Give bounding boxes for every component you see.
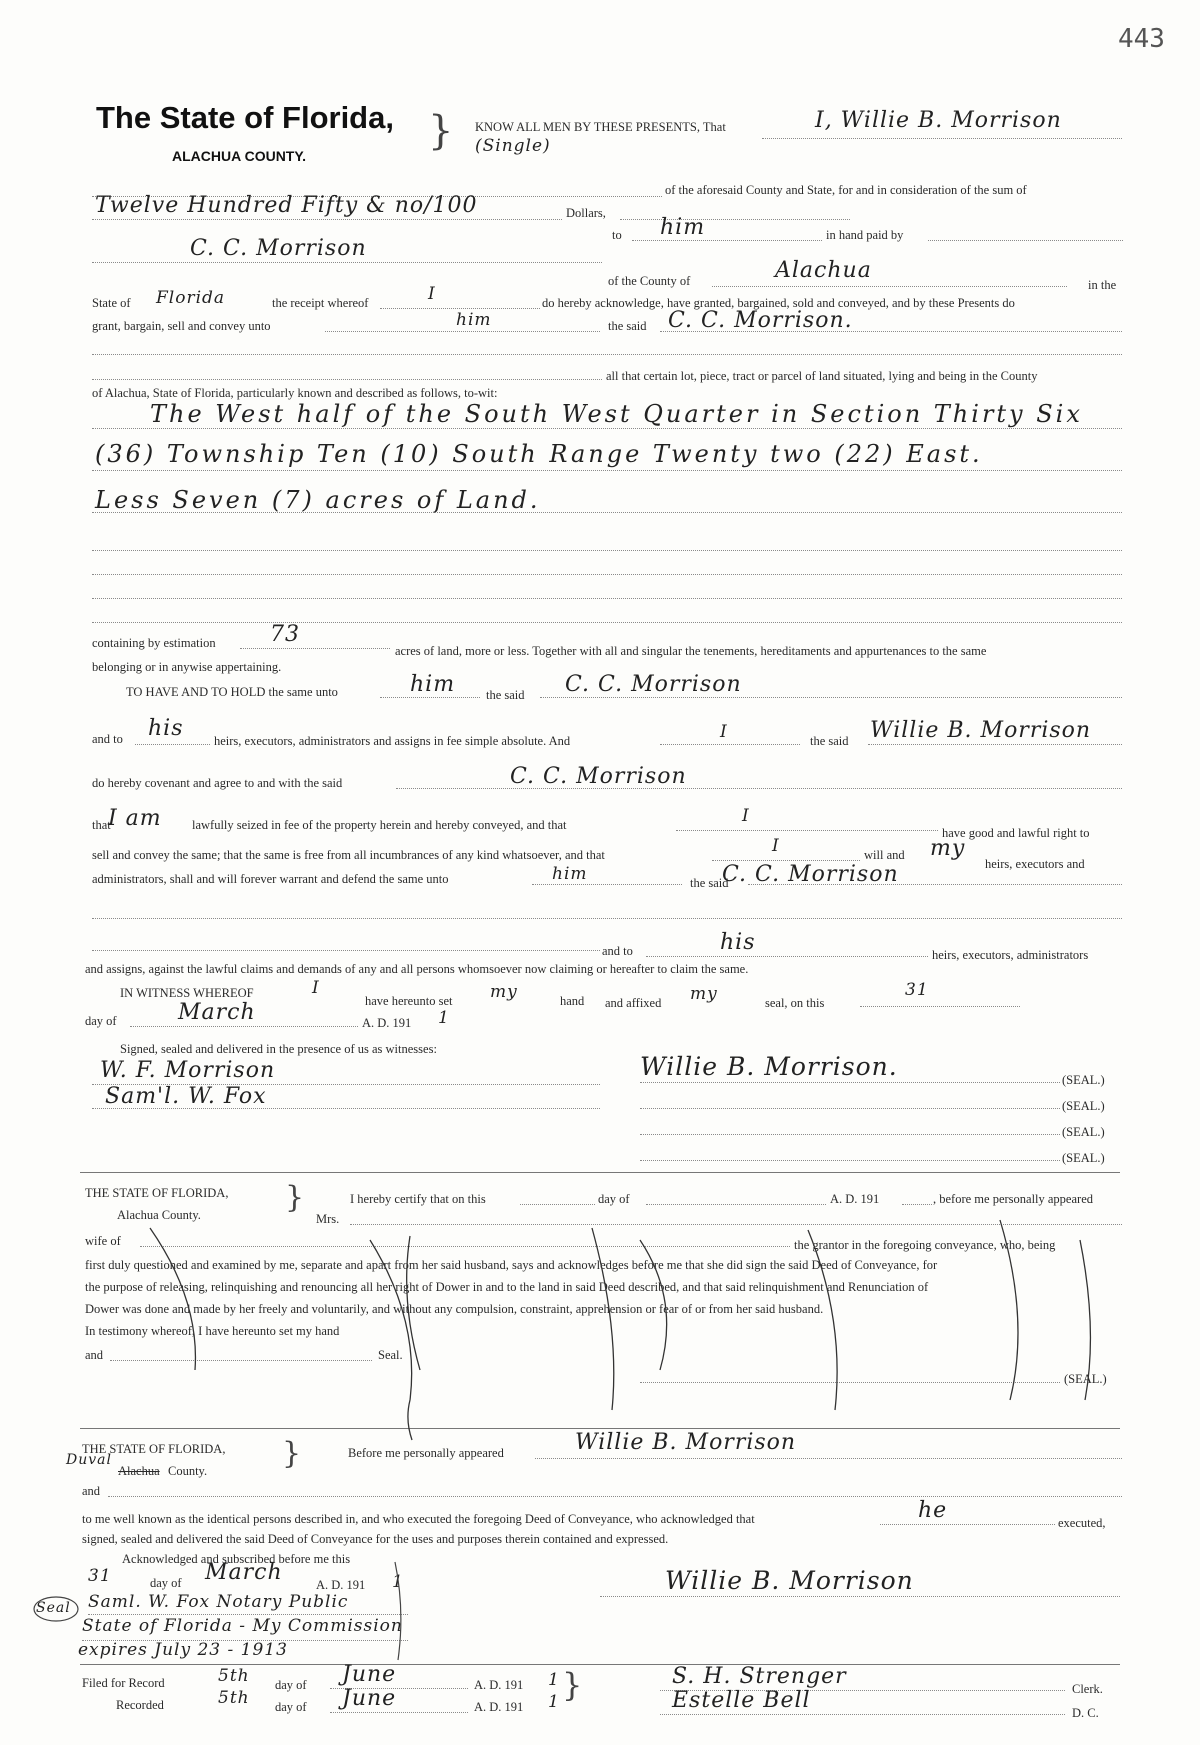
dower-seal-line	[640, 1382, 1060, 1383]
executed-text: executed,	[1058, 1516, 1106, 1530]
containing-text: containing by estimation	[92, 636, 216, 650]
state-handwriting: Florida	[156, 288, 226, 308]
dower-line-1: first duly questioned and examined by me, separate and apart from her said husband, says and acknowledges before me that she did sign the said Deed of Conveyance, for	[85, 1258, 938, 1272]
dower-county-text: Alachua County.	[117, 1208, 201, 1222]
blank-line	[92, 574, 1122, 575]
grantor-line	[762, 138, 1122, 139]
header-brace: }	[428, 108, 454, 154]
admin-line	[532, 884, 682, 885]
testimony-text: In testimony whereof, I have hereunto set my hand	[85, 1324, 340, 1338]
admin-name-handwriting: C. C. Morrison	[722, 862, 899, 887]
dower-and-text: and	[85, 1348, 104, 1362]
seal-2: (SEAL.)	[1062, 1099, 1105, 1113]
wife-of-text: wife of	[85, 1234, 121, 1248]
and-to-line	[135, 744, 210, 745]
witness-1-signature: W. F. Morrison	[100, 1058, 276, 1083]
that-text: that	[92, 818, 111, 832]
to-line-lead	[620, 219, 850, 220]
rec-month-line	[330, 1712, 468, 1713]
will-handwriting: my	[930, 836, 966, 861]
admin-said-text: the said	[690, 876, 729, 890]
ack-county-handwriting: Duval	[66, 1452, 112, 1468]
rec-year-handwriting: 1	[548, 1692, 560, 1712]
and-to-2-text: and to	[602, 944, 633, 958]
single-handwriting: (Single)	[475, 136, 551, 156]
dollars-text: Dollars,	[566, 206, 606, 220]
clerk-signature: S. H. Strenger	[672, 1664, 847, 1689]
heirs-2-text: heirs, executors, administrators	[932, 948, 1089, 962]
legal-description-3: Less Seven (7) acres of Land.	[95, 486, 541, 514]
covenant-text: do hereby covenant and agree to and with the said	[92, 776, 343, 790]
dower-month-line	[646, 1204, 826, 1205]
acres-line	[240, 648, 390, 649]
blank-line	[92, 379, 602, 380]
sum-handwriting: Twelve Hundred Fifty & no/100	[95, 193, 478, 218]
rec-month-handwriting: June	[342, 1686, 397, 1711]
divider	[80, 1664, 1120, 1665]
legal-line	[92, 512, 1122, 513]
day-of-text: day of	[85, 1014, 117, 1028]
witness-whereof-text: IN WITNESS WHEREOF	[120, 986, 254, 1000]
clerk-text: Clerk.	[1072, 1682, 1103, 1696]
heirs-exec-text: heirs, executors and	[985, 857, 1085, 871]
dower-before-text: , before me personally appeared	[933, 1192, 1093, 1206]
acres-text: acres of land, more or less. Together with all and singular the tenements, hereditaments and appurtenances to the same	[395, 644, 987, 658]
grantee-handwriting: C. C. Morrison.	[668, 308, 853, 333]
administrators-text: administrators, shall and will forever warrant and defend the same unto	[92, 872, 449, 886]
and-to-2-line	[646, 956, 928, 957]
dower-seal-text: Seal.	[378, 1348, 403, 1362]
of-alachua-text: of Alachua, State of Florida, particularly known and described as follows, to-wit:	[92, 386, 498, 400]
acknowledge-text: do hereby acknowledge, have granted, bargained, sold and conveyed, and by these Presents do	[542, 296, 1015, 310]
county-handwriting: Alachua	[775, 258, 872, 283]
legal-description-1: The West half of the South West Quarter in Section Thirty Six	[150, 400, 1083, 428]
page-number: 443	[1118, 24, 1165, 54]
belonging-text: belonging or in anywise appertaining.	[92, 660, 282, 674]
heirs-name-handwriting: Willie B. Morrison	[870, 718, 1092, 743]
grantor-signature: Willie B. Morrison.	[640, 1052, 898, 1081]
the-said-text: the said	[608, 319, 647, 333]
to-line	[632, 240, 822, 241]
payer-handwriting: C. C. Morrison	[190, 236, 367, 261]
notary-rule	[88, 1614, 408, 1615]
filed-year-handwriting: 1	[548, 1670, 560, 1690]
dower-line-2: the purpose of releasing, relinquishing and renouncing all her right of Dower in and to the land in said Deed described, and that said relinquishment and Renunciation of	[85, 1280, 929, 1294]
affixed-handwriting: my	[690, 984, 718, 1004]
in-the-text: in the	[1088, 278, 1117, 292]
to-have-handwriting: him	[410, 672, 456, 697]
deputy-clerk-line	[660, 1714, 1065, 1715]
dower-brace: }	[285, 1180, 305, 1215]
grant-text: grant, bargain, sell and convey unto	[92, 319, 271, 333]
and-to-2-handwriting: his	[720, 930, 756, 955]
payer-line	[92, 262, 602, 263]
have-set-text: have hereunto set	[365, 994, 453, 1008]
rec-day-of-text: day of	[275, 1700, 307, 1714]
ad-text: A. D. 191	[362, 1016, 412, 1030]
covenant-handwriting: C. C. Morrison	[510, 764, 687, 789]
county-subtitle: ALACHUA COUNTY.	[172, 148, 307, 164]
hand-text: hand	[560, 994, 585, 1008]
sum-line	[92, 219, 562, 220]
seal-line-1	[640, 1082, 1060, 1083]
will-and-text: will and	[864, 848, 905, 862]
covenant-line	[396, 788, 1122, 789]
dower-day-of-text: day of	[598, 1192, 630, 1206]
filed-text: Filed for Record	[82, 1676, 165, 1690]
ack-appeared-handwriting: Willie B. Morrison	[575, 1430, 797, 1455]
of-county-text: of the County of	[608, 274, 691, 288]
blank-line	[92, 950, 600, 951]
receipt-text: the receipt whereof	[272, 296, 369, 310]
grantor-handwriting: I, Willie B. Morrison	[815, 108, 1062, 133]
have-said-text: the said	[486, 688, 525, 702]
grant-handwriting: him	[456, 310, 492, 330]
ack-day-handwriting: 31	[88, 1566, 112, 1586]
to-have-line	[380, 697, 480, 698]
notary-seal-mark: Seal	[36, 1600, 71, 1616]
receipt-handwriting: I	[428, 284, 436, 304]
ack-signature-line	[600, 1596, 1120, 1597]
blank-line	[92, 550, 1122, 551]
dower-ad-text: A. D. 191	[830, 1192, 880, 1206]
heirs-name-line	[868, 744, 1122, 745]
ack-before-text: Before me personally appeared	[348, 1446, 504, 1460]
signed-text: Signed, sealed and delivered in the presence of us as witnesses:	[120, 1042, 437, 1056]
ack-county-suffix: County.	[168, 1464, 208, 1478]
sell-line	[712, 860, 860, 861]
admin-handwriting: him	[552, 864, 588, 884]
affixed-text: and affixed	[605, 996, 662, 1010]
rec-day-handwriting: 5th	[218, 1688, 250, 1708]
divider	[80, 1428, 1120, 1429]
legal-line	[92, 470, 1122, 471]
county-line	[712, 286, 1067, 287]
he-line	[880, 1524, 1055, 1525]
blank-line	[92, 598, 1122, 599]
dower-seal: (SEAL.)	[1064, 1372, 1107, 1386]
well-known-text: to me well known as the identical persons described in, and who executed the foregoing Deed of Conveyance, who acknowledged that	[82, 1512, 755, 1526]
legal-description-2: (36) Township Ten (10) South Range Twenty two (22) East.	[95, 440, 983, 468]
seal-1: (SEAL.)	[1062, 1073, 1105, 1087]
strike-line	[808, 1230, 837, 1410]
ack-and-line	[108, 1496, 1122, 1497]
seal-line-4	[640, 1160, 1060, 1161]
filed-day-of-text: day of	[275, 1678, 307, 1692]
ack-day-of-text: day of	[150, 1576, 182, 1590]
certify-text: I hereby certify that on this	[350, 1192, 486, 1206]
to-text: to	[612, 228, 622, 242]
know-all-text: KNOW ALL MEN BY THESE PRESENTS, That	[475, 120, 726, 134]
good-right-text: have good and lawful right to	[942, 826, 1090, 840]
seal-4: (SEAL.)	[1062, 1151, 1105, 1165]
month-handwriting: March	[178, 1000, 256, 1025]
heirs-handwriting: I	[720, 722, 728, 742]
seal-on-text: seal, on this	[765, 996, 825, 1010]
sell-handwriting: I	[772, 836, 780, 856]
heirs-said-text: the said	[810, 734, 849, 748]
divider	[80, 1172, 1120, 1173]
to-have-text: TO HAVE AND TO HOLD the same unto	[126, 685, 338, 699]
and-to-text: and to	[92, 732, 123, 746]
dower-and-line	[110, 1360, 372, 1361]
dower-year-line	[902, 1204, 932, 1205]
ack-signed-text: signed, sealed and delivered the said Deed of Conveyance for the uses and purposes therein contained and expressed.	[82, 1532, 669, 1546]
mrs-text: Mrs.	[316, 1212, 340, 1226]
ack-appeared-line	[535, 1458, 1122, 1459]
in-hand-line	[928, 240, 1123, 241]
recorded-text: Recorded	[116, 1698, 164, 1712]
seal-line-3	[640, 1134, 1060, 1135]
in-hand-text: in hand paid by	[826, 228, 904, 242]
to-handwriting: him	[660, 215, 706, 240]
seized-line	[676, 830, 938, 831]
blank-line	[92, 354, 1122, 355]
witness-2-signature: Sam'l. W. Fox	[105, 1084, 267, 1109]
aforesaid-text: of the aforesaid County and State, for and in consideration of the sum of	[665, 183, 1027, 197]
deputy-clerk-signature: Estelle Bell	[672, 1688, 811, 1713]
set-handwriting: my	[490, 982, 518, 1002]
certify-line	[520, 1204, 595, 1205]
strike-line	[592, 1228, 614, 1410]
filing-brace: }	[562, 1666, 583, 1704]
grantor-text: the grantor in the foregoing conveyance, who, being	[794, 1238, 1056, 1252]
sell-convey-text: sell and convey the same; that the same is free from all incumbrances of any kind whatsoever, and that	[92, 848, 605, 862]
filed-month-handwriting: June	[342, 1662, 397, 1687]
ack-brace: }	[282, 1436, 302, 1471]
filed-ad-text: A. D. 191	[474, 1678, 524, 1692]
seal-3: (SEAL.)	[1062, 1125, 1105, 1139]
wife-of-line	[140, 1246, 790, 1247]
ack-month-handwriting: March	[205, 1560, 283, 1585]
ack-year-handwriting: 1	[392, 1572, 404, 1592]
document-title: The State of Florida,	[96, 100, 394, 135]
month-line	[130, 1026, 358, 1027]
ack-state-text: THE STATE OF FLORIDA,	[82, 1442, 226, 1456]
have-name-handwriting: C. C. Morrison	[565, 672, 742, 697]
assigns-text: and assigns, against the lawful claims and demands of any and all persons whomsoever now claiming or hereafter to claim the same.	[85, 962, 749, 976]
dower-line-3: Dower was done and made by her freely and voluntarily, and without any compulsion, constraint, apprehension or fear of or from her said husband.	[85, 1302, 824, 1316]
mrs-line	[350, 1224, 1122, 1225]
notary-line-3: expires July 23 - 1913	[78, 1640, 288, 1660]
strike-line	[150, 1228, 195, 1370]
heirs-line	[660, 744, 800, 745]
ack-signature: Willie B. Morrison	[665, 1566, 914, 1595]
witness-handwriting: I	[312, 978, 320, 998]
acres-handwriting: 73	[270, 622, 300, 647]
blank-line	[92, 622, 1122, 623]
year-handwriting: 1	[438, 1008, 450, 1028]
admin-name-line	[748, 884, 1122, 885]
filed-day-handwriting: 5th	[218, 1666, 250, 1686]
subscribed-text: Acknowledged and subscribed before me this	[122, 1552, 351, 1566]
seized-text: lawfully seized in fee of the property herein and hereby conveyed, and that	[192, 818, 567, 832]
he-handwriting: he	[918, 1498, 948, 1523]
ack-county-struck: Alachua	[118, 1464, 160, 1478]
witness-2-line	[92, 1108, 600, 1109]
have-name-line	[540, 697, 1122, 698]
seal-line-2	[640, 1108, 1060, 1109]
that-handwriting: I am	[108, 806, 162, 831]
and-to-handwriting: his	[148, 716, 184, 741]
grant-line	[325, 331, 600, 332]
dower-state-text: THE STATE OF FLORIDA,	[85, 1186, 229, 1200]
dc-text: D. C.	[1072, 1706, 1099, 1720]
all-that-text: all that certain lot, piece, tract or parcel of land situated, lying and being in the County	[606, 369, 1038, 383]
receipt-line	[380, 308, 540, 309]
heirs-text: heirs, executors, administrators and assigns in fee simple absolute. And	[214, 734, 571, 748]
notary-line-1: Saml. W. Fox Notary Public	[88, 1592, 349, 1612]
state-of-text: State of	[92, 296, 131, 310]
blank-line	[92, 918, 1122, 919]
seized-handwriting: I	[742, 806, 750, 826]
day-line	[860, 1006, 1020, 1007]
ack-and-text: and	[82, 1484, 101, 1498]
ack-ad-text: A. D. 191	[316, 1578, 366, 1592]
legal-line	[92, 428, 1122, 429]
rec-ad-text: A. D. 191	[474, 1700, 524, 1714]
notary-line-2: State of Florida - My Commission	[82, 1616, 403, 1636]
witness-day-handwriting: 31	[905, 980, 929, 1000]
grantee-line	[660, 331, 1122, 332]
